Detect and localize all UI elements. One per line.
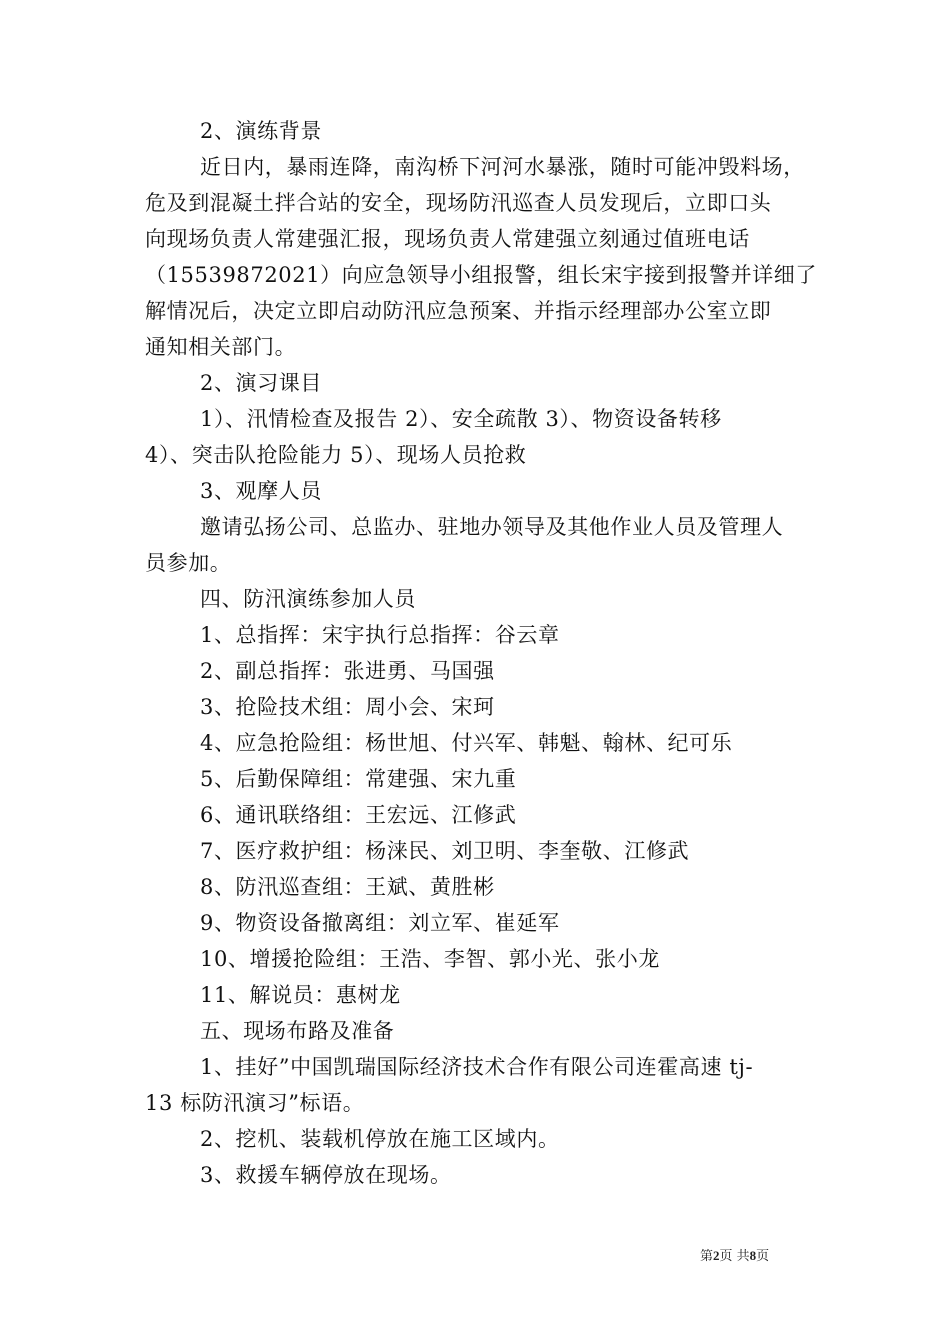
list-item: 6、通讯联络组：王宏远、江修武 — [200, 803, 517, 827]
heading-drill-background: 2、演练背景 — [200, 119, 322, 143]
list-item: 2、副总指挥：张进勇、马国强 — [200, 659, 495, 683]
list-line: 1）、汛情检查及报告 2）、安全疏散 3）、物资设备转移 — [200, 407, 722, 431]
list-item: 1、总指挥：宋宇执行总指挥：谷云章 — [200, 623, 560, 647]
paragraph-line: 13 标防汛演习”标语。 — [145, 1091, 365, 1115]
list-item: 8、防汛巡查组：王斌、黄胜彬 — [200, 875, 495, 899]
list-item: 11、解说员：惠树龙 — [200, 983, 401, 1007]
list-item: 2、挖机、装载机停放在施工区域内。 — [200, 1127, 560, 1151]
list-item: 4、应急抢险组：杨世旭、付兴军、韩魁、翰林、纪可乐 — [200, 731, 733, 755]
heading-site-layout: 五、现场布路及准备 — [200, 1019, 395, 1043]
list-item: 3、救援车辆停放在现场。 — [200, 1163, 452, 1187]
current-page-number: 2 — [713, 1248, 720, 1263]
heading-observers: 3、观摩人员 — [200, 479, 322, 503]
paragraph-line: 近日内，暴雨连降，南沟桥下河河水暴涨，随时可能冲毁料场， — [200, 155, 805, 179]
paragraph-line: 解情况后，决定立即启动防汛应急预案、并指示经理部办公室立即 — [145, 299, 772, 323]
footer-middle: 页 共 — [719, 1249, 750, 1264]
footer-prefix: 第 — [700, 1249, 714, 1264]
paragraph-line: 向现场负责人常建强汇报，现场负责人常建强立刻通过值班电话 — [145, 227, 750, 251]
heading-participants: 四、防汛演练参加人员 — [200, 587, 416, 611]
list-item: 3、抢险技术组：周小会、宋珂 — [200, 695, 495, 719]
heading-drill-subjects: 2、演习课目 — [200, 371, 322, 395]
list-item: 5、后勤保障组：常建强、宋九重 — [200, 767, 517, 791]
total-pages-number: 8 — [749, 1248, 757, 1263]
paragraph-line: 1、挂好”中国凯瑞国际经济技术合作有限公司连霍高速 tj- — [200, 1055, 754, 1079]
list-item: 9、物资设备撤离组：刘立军、崔延军 — [200, 911, 560, 935]
list-item: 10、增援抢险组：王浩、李智、郭小光、张小龙 — [200, 947, 660, 971]
paragraph-line: 邀请弘扬公司、总监办、驻地办领导及其他作业人员及管理人 — [200, 515, 784, 539]
paragraph-line: 危及到混凝土拌合站的安全，现场防汛巡查人员发现后，立即口头 — [145, 191, 772, 215]
footer-suffix: 页 — [756, 1249, 770, 1264]
paragraph-line: （15539872021）向应急领导小组报警，组长宋宇接到报警并详细了 — [145, 263, 817, 287]
paragraph-line: 员参加。 — [145, 551, 232, 575]
list-line: 4）、突击队抢险能力 5）、现场人员抢救 — [145, 443, 527, 467]
page-footer — [700, 1247, 769, 1266]
paragraph-line: 通知相关部门。 — [145, 335, 297, 359]
list-item: 7、医疗救护组：杨涞民、刘卫明、李奎敬、江修武 — [200, 839, 690, 863]
